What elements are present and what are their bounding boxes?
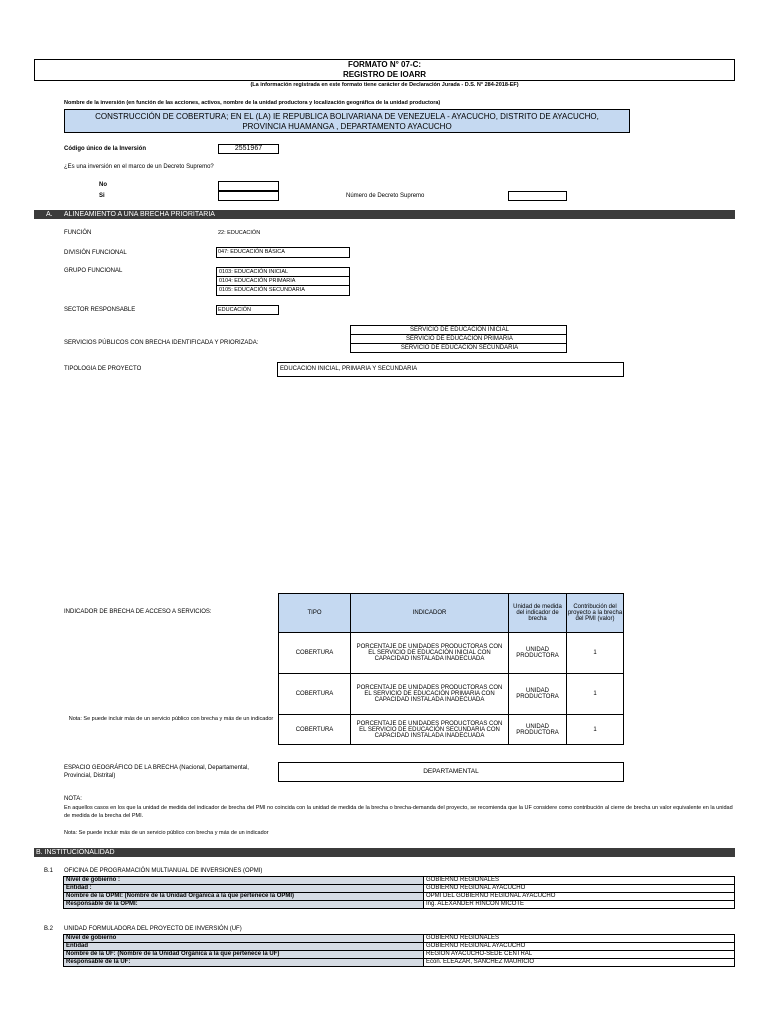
cell-valor: 1: [566, 673, 624, 715]
espacio-field[interactable]: [278, 762, 624, 782]
si-label: Si: [99, 193, 105, 199]
th-tipo: TIPO: [278, 593, 351, 633]
b1-table: [63, 876, 735, 909]
section-b-bar: [34, 848, 735, 857]
b1-row-value: Ing. ALEXANDER RINCON MICOTE: [424, 901, 735, 909]
codigo-field[interactable]: [218, 144, 279, 154]
b1-row-value: GOBIERNO REGIONALES: [424, 877, 735, 885]
cell-unidad: UNIDAD PRODUCTORA: [508, 673, 567, 715]
cell-tipo: COBERTURA: [278, 673, 351, 715]
sector-value: EDUCACIÓN: [218, 307, 252, 313]
servicios-label: SERVICIOS PÚBLICOS CON BRECHA IDENTIFICADA Y PRIORIZADA:: [64, 340, 259, 346]
b2-row-value: GOBIERNO REGIONAL AYACUCHO: [424, 943, 735, 951]
table-row: [64, 959, 735, 967]
table-row: [64, 935, 735, 943]
servicio-item: SERVICIO DE EDUCACION INICIAL: [351, 326, 566, 335]
b2-row-value: GOBIERNO REGIONALES: [424, 935, 735, 943]
table-row: [64, 901, 735, 909]
indicador-label: INDICADOR DE BRECHA DE ACCESO A SERVICIOS:: [64, 609, 212, 615]
servicios-list: [350, 325, 567, 353]
table-row: [64, 943, 735, 951]
numero-decreto-field[interactable]: [508, 191, 567, 201]
b1-row-label: Entidad :: [64, 885, 424, 893]
b1-title: OFICINA DE PROGRAMACIÓN MULTIANUAL DE INVERSIONES (OPMI): [64, 868, 263, 874]
nombre-label: Nombre de la inversión (en función de las acciones, activos, nombre de la unidad productora y localización geográfica de la unidad productora): [64, 100, 441, 106]
codigo-value: 2551967: [234, 145, 263, 152]
b1-row-label: Nivel de gobierno :: [64, 877, 424, 885]
tipologia-field[interactable]: [277, 362, 624, 377]
cell-valor: 1: [566, 714, 624, 745]
si-field[interactable]: [218, 191, 279, 201]
cell-indicador: PORCENTAJE DE UNIDADES PRODUCTORAS CON EL SERVICIO DE EDUCACIÓN SECUNDARIA CON CAPACIDAD INSTALADA INADECUADA: [350, 714, 509, 745]
servicio-item: SERVICIO DE EDUCACION SECUNDARIA: [400, 345, 519, 351]
nombre-inversion-field[interactable]: [64, 109, 630, 133]
b1-row-value: GOBIERNO REGIONAL AYACUCHO: [424, 885, 735, 893]
nota-text: En aquellos casos en los que la unidad de medida del indicador de brecha del PMI no coincida con la unidad de medida de la brecha o brecha-demanda del proyecto, se recomienda que la UF considere como contribución al cierre de brecha un valor equivalente en la unidad de medida de la brecha del PMI.: [64, 805, 733, 819]
tipologia-value: EDUCACION INICIAL, PRIMARIA Y SECUNDARIA: [280, 366, 418, 372]
section-b-title: B. INSTITUCIONALIDAD: [36, 849, 115, 856]
formato-title: FORMATO N° 07-C:: [347, 60, 422, 69]
b2-row-value: Econ. ELEAZAR, SANCHEZ MAURICIO: [424, 959, 735, 967]
decreto-question: ¿Es una inversión en el marco de un Decreto Supremo?: [64, 164, 214, 170]
th-indicador: INDICADOR: [350, 593, 509, 633]
table-row: [64, 951, 735, 959]
cell-indicador: PORCENTAJE DE UNIDADES PRODUCTORAS CON EL SERVICIO DE EDUCACIÓN PRIMARIA CON CAPACIDAD INSTALADA INADECUADA: [350, 673, 509, 715]
grupo-item: 0105: EDUCACIÓN SECUNDARIA: [219, 287, 305, 293]
grupo-list: [216, 267, 350, 296]
cell-tipo: COBERTURA: [278, 714, 351, 745]
b1-number: B.1: [44, 868, 54, 874]
nombre-inversion-value: CONSTRUCCIÓN DE COBERTURA; EN EL (LA) IE REPUBLICA BOLIVARIANA DE VENEZUELA - AYACUCHO, DISTRITO DE AYACUCHO, PROVINCIA HUAMANGA , DEPARTAMENTO AYACUCHO: [95, 112, 599, 131]
grupo-item: 0103: EDUCACIÓN INICIAL: [217, 268, 349, 277]
sector-field[interactable]: [216, 305, 279, 315]
b1-row-label: Nombre de la OPMI: (Nombre de la Unidad Orgánica a la que pertenece la OPMI): [64, 893, 424, 901]
no-field[interactable]: [218, 181, 279, 191]
table-row: [64, 877, 735, 885]
division-field[interactable]: [216, 247, 350, 258]
cell-unidad: UNIDAD PRODUCTORA: [508, 714, 567, 745]
b1-row-value: OPMI DEL GOBIERNO REGIONAL AYACUCHO: [424, 893, 735, 901]
codigo-label: Código único de la Inversión: [64, 146, 147, 152]
th-contribucion: Contribución del proyecto a la brecha del PMI (valor): [566, 593, 624, 633]
espacio-label: ESPACIO GEOGRÁFICO DE LA BRECHA (Nacional, Departamental, Provincial, Distrital): [64, 765, 249, 779]
b2-row-label: Nombre de la UF: (Nombre de la Unidad Orgánica a la que pertenece la UF): [64, 951, 424, 959]
table-row: [64, 893, 735, 901]
nota-final: Nota: Se puede incluir más de un servicio público con brecha y más de un indicador: [64, 830, 269, 836]
b2-title: UNIDAD FORMULADORA DEL PROYECTO DE INVERSIÓN (UF): [64, 926, 242, 932]
section-a-title: A. ALINEAMIENTO A UNA BRECHA PRIORITARIA: [46, 211, 215, 218]
b2-row-label: Responsable de la UF:: [64, 959, 424, 967]
b2-row-label: Entidad: [64, 943, 424, 951]
funcion-label: FUNCIÓN: [64, 230, 92, 236]
espacio-value: DEPARTAMENTAL: [423, 768, 479, 775]
servicio-item: SERVICIO DE EDUCACION PRIMARIA: [351, 335, 566, 344]
cell-tipo: COBERTURA: [278, 632, 351, 674]
sector-label: SECTOR RESPONSABLE: [64, 307, 136, 313]
no-label: No: [99, 182, 107, 188]
division-value: 047: EDUCACIÓN BÁSICA: [218, 249, 285, 255]
b2-number: B.2: [44, 926, 54, 932]
cell-valor: 1: [566, 632, 624, 674]
cell-unidad: UNIDAD PRODUCTORA: [508, 632, 567, 674]
b2-row-value: REGION AYACUCHO-SEDE CENTRAL: [424, 951, 735, 959]
numero-decreto-label: Número de Decreto Supremo: [346, 193, 425, 199]
header-note: (La información registrada en este formato tiene carácter de Declaración Jurada - D.S. N° 284-2018-EF): [250, 82, 519, 88]
division-label: DIVISIÓN FUNCIONAL: [64, 250, 127, 256]
header-box: [34, 59, 735, 81]
nota-title: NOTA:: [64, 796, 82, 802]
tipologia-label: TIPOLOGIA DE PROYECTO: [64, 366, 142, 372]
b1-row-label: Responsable de la OPMI:: [64, 901, 424, 909]
grupo-item: 0104: EDUCACIÓN PRIMARIA: [217, 277, 349, 286]
b2-row-label: Nivel de gobierno: [64, 935, 424, 943]
registro-title: REGISTRO DE IOARR: [342, 70, 427, 79]
grupo-label: GRUPO FUNCIONAL: [64, 268, 123, 274]
cell-indicador: PORCENTAJE DE UNIDADES PRODUCTORAS CON EL SERVICIO DE EDUCACIÓN INICIAL CON CAPACIDAD INSTALADA INADECUADA: [350, 632, 509, 674]
funcion-value: 22: EDUCACIÓN: [218, 230, 261, 236]
th-unidad: Unidad de medida del indicador de brecha: [508, 593, 567, 633]
section-a-bar: [34, 210, 735, 219]
indicador-note: Nota: Se puede incluir más de un servicio público con brecha y más de un indicador: [68, 716, 274, 722]
b2-table: [63, 934, 735, 967]
table-row: [64, 885, 735, 893]
